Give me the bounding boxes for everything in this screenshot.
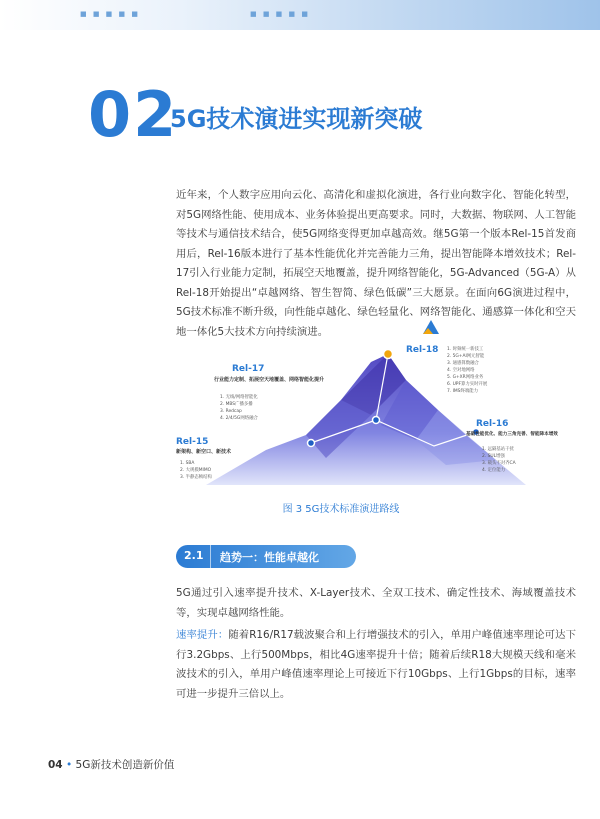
svg-text:3. 半静态帧结构: 3. 半静态帧结构 bbox=[180, 475, 212, 480]
rel17-subtitle: 行业能力定制、拓展空天地覆盖、网络智能化提升 bbox=[214, 377, 325, 383]
rel18-items bbox=[447, 345, 488, 394]
rate-text: 随着R16/R17载波聚合和上行增强技术的引入，单用户峰值速率理论可达下行3.2Gbps、上行500Mbps，相比4G速率提升十倍；随着后续R18大规模天线和毫米波技术的引入，单用户峰值速率理论上可接近下行10Gbps、上行1Gbps的目标，速率可进一步提升三倍以上。 bbox=[176, 629, 576, 700]
svg-text:2. MBS广播多播: 2. MBS广播多播 bbox=[220, 402, 253, 407]
rel15-subtitle: 新架构、新空口、新技术 bbox=[176, 449, 232, 455]
svg-text:4. 空对地网络: 4. 空对地网络 bbox=[447, 368, 475, 373]
svg-text:2. 5G+AI网元智能: 2. 5G+AI网元智能 bbox=[447, 354, 485, 359]
svg-text:1. 无线/网络智能化: 1. 无线/网络智能化 bbox=[220, 395, 258, 400]
rel15-items bbox=[180, 460, 213, 480]
figure-caption: 图 3 5G技术标准演进路线 bbox=[282, 504, 400, 515]
svg-text:3. Redcap: 3. Redcap bbox=[220, 409, 242, 414]
svg-text:3. 载头不对齐CA: 3. 载头不对齐CA bbox=[482, 461, 516, 466]
svg-text:5. G+XR网络业务: 5. G+XR网络业务 bbox=[447, 375, 484, 380]
divider bbox=[210, 545, 211, 568]
svg-text:1. 时频统一新技工: 1. 时频统一新技工 bbox=[447, 347, 484, 352]
node-rel15 bbox=[308, 440, 315, 447]
node-rel17 bbox=[373, 417, 380, 424]
svg-text:4. 2/4/5G网络融合: 4. 2/4/5G网络融合 bbox=[220, 416, 258, 421]
svg-text:3. 通感算数融合: 3. 通感算数融合 bbox=[447, 361, 479, 366]
rel17-title: Rel-17 bbox=[232, 364, 265, 374]
svg-text:1. SBA: 1. SBA bbox=[180, 461, 195, 466]
chapter-number: 02 bbox=[88, 78, 179, 151]
svg-text:1. 远隔基站干扰: 1. 远隔基站干扰 bbox=[482, 447, 514, 452]
decorative-dots: ■ ■ ■ ■ ■ bbox=[80, 10, 140, 18]
svg-text:7. IMS终端能力: 7. IMS终端能力 bbox=[447, 389, 479, 394]
section-number: 2.1 bbox=[184, 549, 204, 562]
section-title: 趋势一：性能卓越化 bbox=[220, 551, 319, 564]
rel15-title: Rel-15 bbox=[176, 437, 209, 447]
rel16-title: Rel-16 bbox=[476, 419, 509, 429]
decorative-dots: ■ ■ ■ ■ ■ bbox=[250, 10, 310, 18]
rel18-title: Rel-18 bbox=[406, 345, 439, 355]
page-footer bbox=[48, 757, 174, 772]
node-rel18 bbox=[384, 350, 393, 359]
footer-bullet: • bbox=[65, 759, 73, 771]
top-banner bbox=[0, 0, 600, 30]
footer-title: 5G新技术创造新价值 bbox=[75, 759, 175, 771]
evolution-figure bbox=[176, 340, 558, 490]
section-heading bbox=[176, 545, 356, 568]
intro-paragraph: 近年来，个人数字应用向云化、高清化和虚拟化演进，各行业向数字化、智能化转型，对5G网络性能、使用成本、业务体验提出更高要求。同时，大数据、物联网、人工智能等技术与通信技术结合，使5G网络变得更加卓越高效。继5G第一个版本Rel-15首发商用后，Rel-16版本进行了基本性能优化并完善能力三角，提出智能降本增效技术；Rel-17引入行业能力定制，拓展空天地覆盖，提升网络智能化，5G-Advanced（5G-A）从Rel-18开始提出“卓越网络、智生智简、绿色低碳”三大愿景。在面向6G演进过程中，5G技术标准不断升级，向性能卓越化、绿色轻量化、网络智能化、通感算一体化和空天地一体化5大技术方向持续演进。 bbox=[176, 189, 576, 338]
rel16-subtitle: 基础性能优化、能力三角完善、智能降本增效 bbox=[466, 432, 558, 437]
svg-text:2. SUL增强: 2. SUL增强 bbox=[482, 454, 505, 459]
chapter-title: 5G技术演进实现新突破 bbox=[170, 105, 423, 133]
rate-paragraph bbox=[176, 626, 576, 704]
rel17-items bbox=[220, 393, 258, 421]
page-number: 04 bbox=[48, 759, 63, 771]
svg-text:6. UPF算力实时开展: 6. UPF算力实时开展 bbox=[447, 382, 488, 387]
rate-label: 速率提升： bbox=[176, 629, 229, 641]
svg-text:2. 大规模MIMO: 2. 大规模MIMO bbox=[180, 468, 212, 473]
section-paragraph: 5G通过引入速率提升技术、X-Layer技术、全双工技术、确定性技术、海域覆盖技术等，实现卓越网络性能。 bbox=[176, 587, 576, 619]
svg-text:4. 定位能力: 4. 定位能力 bbox=[482, 468, 506, 473]
